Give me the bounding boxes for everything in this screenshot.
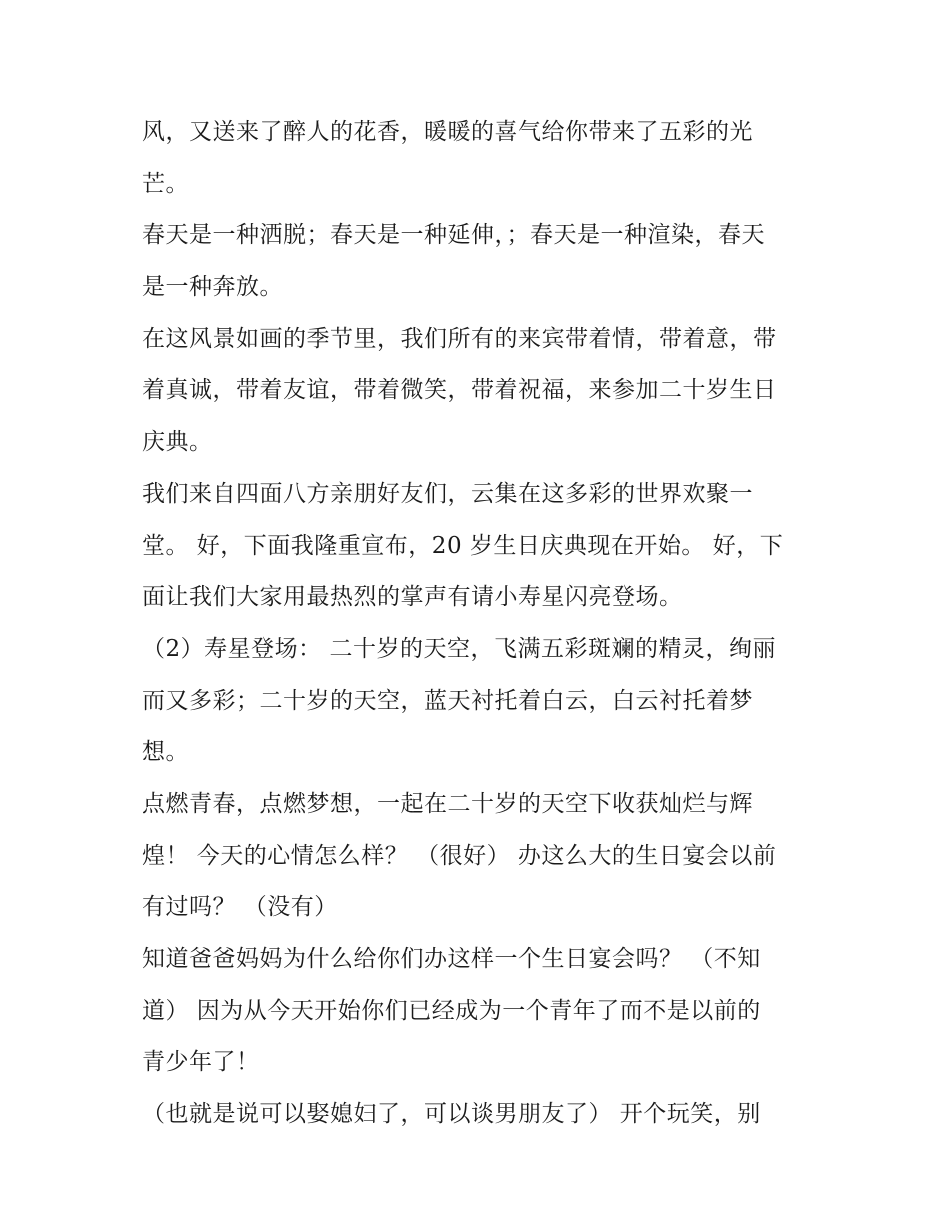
text-line: （2）寿星登场： 二十岁的天空，飞满五彩斑斓的精灵，绚丽 [142,635,776,662]
text-line: 面让我们大家用最热烈的掌声有请小寿星闪亮登场。 [142,584,683,611]
text-line: 是一种奔放。 [142,274,283,301]
text-line: 我们来自四面八方亲朋好友们，云集在这多彩的世界欢聚一 [142,480,753,507]
text-line: （也就是说可以娶媳妇了，可以谈男朋友了） 开个玩笑，别 [142,1101,761,1128]
text-line: 在这风景如画的季节里，我们所有的来宾带着情，带着意，带 [142,325,777,352]
text-line: 有过吗？ （没有） [142,894,338,921]
text-line: 道） 因为从今天开始你们已经成为一个青年了而不是以前的 [142,997,761,1024]
body-text [142,107,822,1141]
text-line: 点燃青春，点燃梦想，一起在二十岁的天空下收获灿烂与辉 [142,790,753,817]
text-line: 煌！ 今天的心情怎么样？ （很好） 办这么大的生日宴会以前 [142,842,777,869]
text-line: 芒。 [142,170,189,197]
text-line: 堂。 好，下面我隆重宣布，20 岁生日庆典现在开始。 好，下 [142,532,784,559]
text-line: 青少年了！ [142,1049,260,1076]
text-line: 想。 [142,739,189,766]
text-line: 而又多彩；二十岁的天空，蓝天衬托着白云，白云衬托着梦 [142,687,753,714]
text-line: 风，又送来了醉人的花香，暖暖的喜气给你带来了五彩的光 [142,119,753,145]
text-line: 知道爸爸妈妈为什么给你们办这样一个生日宴会吗？ （不知 [142,946,761,972]
text-line: 春天是一种洒脱；春天是一种延伸，；春天是一种渲染，春天 [142,222,765,249]
text-line: 庆典。 [142,429,213,456]
text-line: 着真诚，带着友谊，带着微笑，带着祝福，来参加二十岁生日 [142,377,777,404]
